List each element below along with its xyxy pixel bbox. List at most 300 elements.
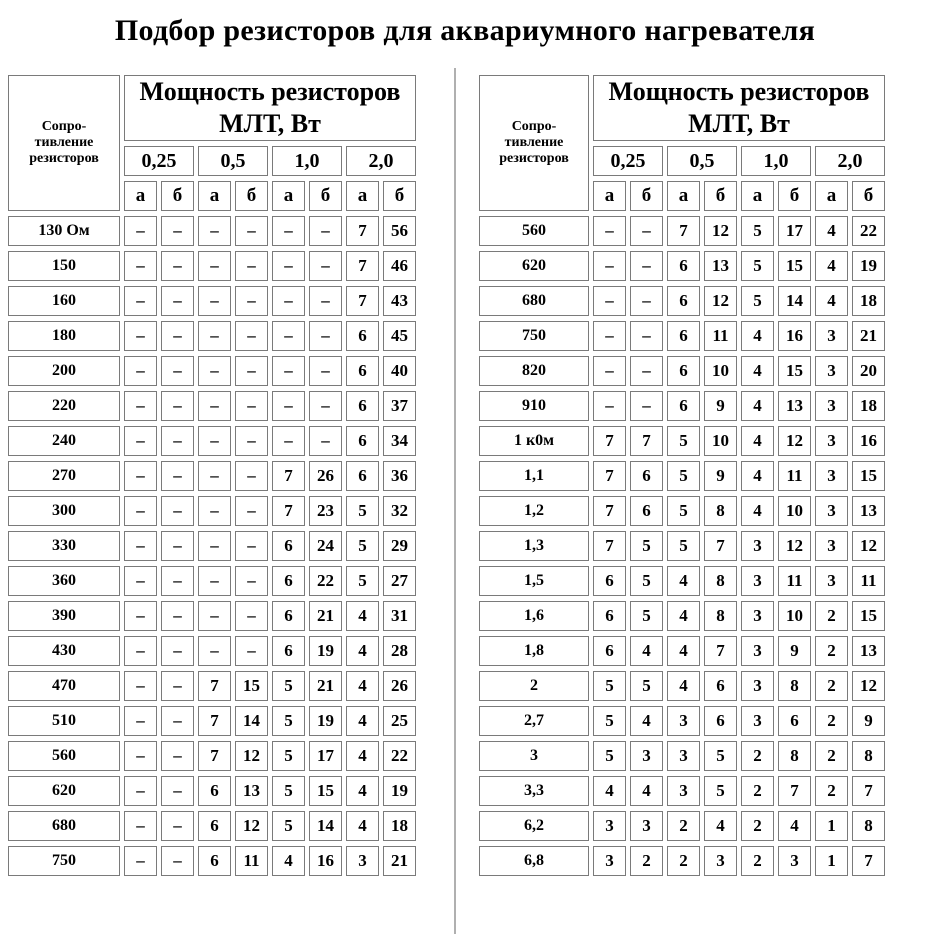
cell-value: 5 [593, 741, 626, 771]
cell-value: 5 [346, 531, 379, 561]
cell-value: 28 [383, 636, 416, 666]
table-row [479, 846, 885, 876]
cell-value: – [235, 391, 268, 421]
cell-value: – [593, 321, 626, 351]
cell-value: – [124, 531, 157, 561]
cell-value: 5 [272, 776, 305, 806]
cell-value: 4 [667, 566, 700, 596]
cell-value: – [309, 356, 342, 386]
cell-value: 6 [778, 706, 811, 736]
cell-value: 6 [667, 321, 700, 351]
cell-value: 3 [815, 496, 848, 526]
table-row [8, 846, 416, 876]
cell-value: 10 [778, 601, 811, 631]
resistance-value: 620 [8, 776, 120, 806]
cell-value: 19 [852, 251, 885, 281]
cell-value: 26 [383, 671, 416, 701]
cell-value: 12 [852, 531, 885, 561]
cell-value: 5 [667, 426, 700, 456]
cell-value: 4 [815, 286, 848, 316]
power-header-line: МЛТ, Вт [219, 109, 321, 138]
cell-value: – [630, 286, 663, 316]
resistance-header-line: Сопро- [41, 119, 87, 134]
cell-value: 7 [198, 741, 231, 771]
resistance-value: 220 [8, 391, 120, 421]
table-row [8, 461, 416, 491]
cell-value: 6 [346, 356, 379, 386]
cell-value: 2 [815, 706, 848, 736]
cell-value: 21 [309, 601, 342, 631]
cell-value: 43 [383, 286, 416, 316]
cell-value: 17 [309, 741, 342, 771]
cell-value: 7 [593, 461, 626, 491]
resistance-header [8, 75, 120, 211]
cell-value: – [124, 426, 157, 456]
table-row [479, 391, 885, 421]
cell-value: 6 [198, 846, 231, 876]
cell-value: – [124, 846, 157, 876]
cell-value: – [161, 811, 194, 841]
cell-value: – [593, 216, 626, 246]
cell-value: 4 [741, 356, 774, 386]
resistance-value: 180 [8, 321, 120, 351]
cell-value: – [272, 391, 305, 421]
table-row [479, 216, 885, 246]
resistance-value: 680 [8, 811, 120, 841]
sub-header-a: а [272, 181, 305, 211]
cell-value: – [161, 321, 194, 351]
cell-value: – [161, 356, 194, 386]
cell-value: 29 [383, 531, 416, 561]
table-row [479, 251, 885, 281]
cell-value: 3 [741, 636, 774, 666]
cell-value: 4 [346, 741, 379, 771]
resistance-value: 6,8 [479, 846, 589, 876]
cell-value: 5 [272, 741, 305, 771]
cell-value: 3 [741, 566, 774, 596]
cell-value: – [124, 601, 157, 631]
resistance-value: 3,3 [479, 776, 589, 806]
column-divider [454, 68, 456, 934]
resistance-value: 1,1 [479, 461, 589, 491]
cell-value: 4 [741, 321, 774, 351]
resistance-value: 200 [8, 356, 120, 386]
cell-value: 3 [815, 356, 848, 386]
cell-value: 3 [815, 531, 848, 561]
cell-value: – [235, 566, 268, 596]
cell-value: 13 [852, 496, 885, 526]
cell-value: 10 [778, 496, 811, 526]
watt-header-2-0: 2,0 [346, 146, 416, 176]
cell-value: 5 [272, 811, 305, 841]
cell-value: 45 [383, 321, 416, 351]
cell-value: 7 [593, 426, 626, 456]
table-row [479, 811, 885, 841]
resistance-value: 1 к0м [479, 426, 589, 456]
table-row [479, 636, 885, 666]
table-row [479, 706, 885, 736]
cell-value: – [124, 391, 157, 421]
cell-value: – [124, 566, 157, 596]
cell-value: – [124, 741, 157, 771]
cell-value: 6 [667, 251, 700, 281]
cell-value: – [161, 741, 194, 771]
cell-value: 7 [704, 636, 737, 666]
table-row [479, 496, 885, 526]
cell-value: 26 [309, 461, 342, 491]
resistance-value: 240 [8, 426, 120, 456]
table-row [479, 671, 885, 701]
cell-value: 3 [346, 846, 379, 876]
table-row [479, 776, 885, 806]
cell-value: – [235, 356, 268, 386]
cell-value: – [124, 286, 157, 316]
cell-value: 4 [593, 776, 626, 806]
cell-value: 4 [815, 251, 848, 281]
cell-value: 5 [272, 671, 305, 701]
sub-header-b: б [778, 181, 811, 211]
table-row [8, 601, 416, 631]
cell-value: – [593, 356, 626, 386]
table-body-left [8, 216, 416, 876]
cell-value: 4 [346, 776, 379, 806]
cell-value: 6 [704, 671, 737, 701]
resistance-value: 510 [8, 706, 120, 736]
cell-value: 4 [778, 811, 811, 841]
table-row [8, 216, 416, 246]
cell-value: – [124, 321, 157, 351]
cell-value: 3 [593, 811, 626, 841]
cell-value: 3 [667, 776, 700, 806]
resistance-value: 2 [479, 671, 589, 701]
cell-value: – [593, 286, 626, 316]
cell-value: – [124, 776, 157, 806]
cell-value: 5 [272, 706, 305, 736]
cell-value: – [161, 846, 194, 876]
sub-header-b: б [235, 181, 268, 211]
cell-value: 5 [630, 531, 663, 561]
cell-value: 6 [346, 426, 379, 456]
cell-value: 15 [309, 776, 342, 806]
cell-value: 11 [852, 566, 885, 596]
cell-value: 12 [778, 531, 811, 561]
power-header [124, 75, 416, 141]
cell-value: – [198, 461, 231, 491]
cell-value: – [630, 321, 663, 351]
cell-value: 8 [704, 496, 737, 526]
table-row [8, 391, 416, 421]
cell-value: 7 [593, 531, 626, 561]
table-row [479, 426, 885, 456]
cell-value: 2 [741, 741, 774, 771]
cell-value: 7 [346, 286, 379, 316]
table-row [8, 356, 416, 386]
power-header-line: Мощность резисторов [139, 77, 401, 106]
cell-value: – [235, 321, 268, 351]
cell-value: 5 [741, 286, 774, 316]
cell-value: 3 [630, 741, 663, 771]
cell-value: 18 [852, 286, 885, 316]
resistance-value: 620 [479, 251, 589, 281]
cell-value: 6 [667, 286, 700, 316]
cell-value: 3 [704, 846, 737, 876]
cell-value: 22 [383, 741, 416, 771]
cell-value: 8 [852, 741, 885, 771]
page-title: Подбор резисторов для аквариумного нагревателя [114, 14, 816, 47]
cell-value: – [198, 286, 231, 316]
cell-value: 3 [630, 811, 663, 841]
cell-value: 3 [815, 426, 848, 456]
cell-value: – [161, 566, 194, 596]
cell-value: – [630, 391, 663, 421]
cell-value: – [124, 811, 157, 841]
cell-value: 21 [383, 846, 416, 876]
right-table-panel [475, 70, 889, 881]
cell-value: 6 [593, 566, 626, 596]
cell-value: 16 [778, 321, 811, 351]
cell-value: – [235, 461, 268, 491]
cell-value: 23 [309, 496, 342, 526]
resistor-table-left [4, 70, 420, 881]
table-body-right [479, 216, 885, 876]
table-row [8, 671, 416, 701]
cell-value: 5 [667, 496, 700, 526]
cell-value: 19 [309, 706, 342, 736]
cell-value: – [124, 496, 157, 526]
resistance-value: 750 [479, 321, 589, 351]
cell-value: 8 [704, 601, 737, 631]
cell-value: 46 [383, 251, 416, 281]
power-header [593, 75, 885, 141]
cell-value: 3 [815, 391, 848, 421]
cell-value: 7 [593, 496, 626, 526]
cell-value: 9 [704, 461, 737, 491]
watt-header-2-0: 2,0 [815, 146, 885, 176]
table-row [8, 531, 416, 561]
cell-value: – [630, 251, 663, 281]
cell-value: – [593, 391, 626, 421]
watt-header-0-25: 0,25 [593, 146, 663, 176]
resistance-value: 1,2 [479, 496, 589, 526]
cell-value: 17 [778, 216, 811, 246]
cell-value: – [161, 426, 194, 456]
cell-value: – [161, 496, 194, 526]
cell-value: – [198, 321, 231, 351]
cell-value: 14 [778, 286, 811, 316]
cell-value: 3 [778, 846, 811, 876]
table-row [479, 356, 885, 386]
cell-value: 8 [778, 671, 811, 701]
cell-value: 13 [778, 391, 811, 421]
cell-value: 1 [815, 846, 848, 876]
cell-value: 4 [346, 811, 379, 841]
cell-value: 7 [346, 251, 379, 281]
table-row [8, 496, 416, 526]
table-row [479, 531, 885, 561]
resistance-value: 820 [479, 356, 589, 386]
cell-value: 12 [235, 741, 268, 771]
cell-value: 12 [778, 426, 811, 456]
resistance-header-line: резисторов [499, 151, 569, 166]
cell-value: 5 [741, 251, 774, 281]
cell-value: 7 [272, 496, 305, 526]
resistance-value: 1,5 [479, 566, 589, 596]
resistance-header [479, 75, 589, 211]
cell-value: 24 [309, 531, 342, 561]
cell-value: 5 [667, 461, 700, 491]
cell-value: 4 [630, 776, 663, 806]
cell-value: 3 [815, 461, 848, 491]
cell-value: 6 [346, 461, 379, 491]
cell-value: 9 [704, 391, 737, 421]
cell-value: 4 [741, 426, 774, 456]
cell-value: 2 [630, 846, 663, 876]
cell-value: 2 [741, 811, 774, 841]
cell-value: 19 [383, 776, 416, 806]
cell-value: 37 [383, 391, 416, 421]
table-row [8, 811, 416, 841]
cell-value: – [198, 601, 231, 631]
cell-value: 4 [667, 671, 700, 701]
cell-value: – [235, 636, 268, 666]
resistance-value: 160 [8, 286, 120, 316]
cell-value: – [161, 531, 194, 561]
cell-value: 6 [704, 706, 737, 736]
cell-value: 15 [778, 251, 811, 281]
cell-value: 22 [309, 566, 342, 596]
cell-value: 20 [852, 356, 885, 386]
cell-value: 15 [852, 601, 885, 631]
table-row [8, 636, 416, 666]
cell-value: – [235, 531, 268, 561]
cell-value: 7 [852, 846, 885, 876]
resistance-value: 470 [8, 671, 120, 701]
cell-value: 4 [630, 706, 663, 736]
cell-value: 4 [346, 671, 379, 701]
cell-value: – [630, 216, 663, 246]
cell-value: 2 [741, 846, 774, 876]
resistance-value: 560 [8, 741, 120, 771]
cell-value: 4 [815, 216, 848, 246]
cell-value: 4 [272, 846, 305, 876]
cell-value: 6 [272, 601, 305, 631]
watt-header-0-5: 0,5 [198, 146, 268, 176]
cell-value: 7 [198, 706, 231, 736]
cell-value: – [161, 671, 194, 701]
cell-value: 34 [383, 426, 416, 456]
table-row [479, 601, 885, 631]
watt-header-1-0: 1,0 [272, 146, 342, 176]
cell-value: 7 [272, 461, 305, 491]
cell-value: – [309, 426, 342, 456]
table-row [479, 286, 885, 316]
cell-value: 6 [630, 496, 663, 526]
cell-value: 3 [667, 706, 700, 736]
cell-value: 6 [630, 461, 663, 491]
resistance-value: 1,3 [479, 531, 589, 561]
resistance-header-line: тивление [504, 135, 564, 150]
cell-value: – [198, 391, 231, 421]
cell-value: 19 [309, 636, 342, 666]
sub-header-a: а [124, 181, 157, 211]
cell-value: 4 [741, 496, 774, 526]
cell-value: – [272, 216, 305, 246]
cell-value: – [309, 321, 342, 351]
cell-value: 2 [741, 776, 774, 806]
cell-value: – [272, 356, 305, 386]
cell-value: – [161, 706, 194, 736]
cell-value: – [198, 251, 231, 281]
cell-value: 3 [815, 566, 848, 596]
resistance-value: 130 Ом [8, 216, 120, 246]
cell-value: 9 [778, 636, 811, 666]
cell-value: 6 [667, 356, 700, 386]
cell-value: 5 [741, 216, 774, 246]
cell-value: – [161, 286, 194, 316]
sub-header-b: б [704, 181, 737, 211]
cell-value: 18 [383, 811, 416, 841]
cell-value: 6 [593, 636, 626, 666]
cell-value: – [198, 566, 231, 596]
cell-value: 7 [198, 671, 231, 701]
cell-value: 5 [630, 601, 663, 631]
resistance-value: 560 [479, 216, 589, 246]
cell-value: 11 [778, 566, 811, 596]
sub-header-b: б [630, 181, 663, 211]
cell-value: – [198, 426, 231, 456]
resistance-header-line: резисторов [29, 151, 99, 166]
cell-value: 13 [852, 636, 885, 666]
cell-value: 4 [741, 391, 774, 421]
cell-value: – [309, 216, 342, 246]
cell-value: – [198, 496, 231, 526]
sub-header-a: а [198, 181, 231, 211]
cell-value: 2 [667, 846, 700, 876]
cell-value: 10 [704, 426, 737, 456]
cell-value: – [161, 461, 194, 491]
left-table-panel [4, 70, 420, 881]
cell-value: 3 [593, 846, 626, 876]
cell-value: 2 [815, 636, 848, 666]
cell-value: – [161, 251, 194, 281]
sub-header-a: а [667, 181, 700, 211]
cell-value: – [124, 251, 157, 281]
cell-value: 3 [741, 531, 774, 561]
cell-value: 10 [704, 356, 737, 386]
cell-value: 5 [346, 566, 379, 596]
cell-value: 6 [346, 391, 379, 421]
cell-value: 5 [667, 531, 700, 561]
cell-value: 32 [383, 496, 416, 526]
cell-value: 8 [704, 566, 737, 596]
cell-value: 11 [235, 846, 268, 876]
cell-value: 56 [383, 216, 416, 246]
cell-value: 4 [704, 811, 737, 841]
cell-value: – [124, 461, 157, 491]
cell-value: 6 [272, 531, 305, 561]
resistance-value: 2,7 [479, 706, 589, 736]
cell-value: – [272, 251, 305, 281]
cell-value: 6 [198, 811, 231, 841]
cell-value: 7 [667, 216, 700, 246]
cell-value: 2 [667, 811, 700, 841]
cell-value: – [272, 286, 305, 316]
cell-value: – [161, 601, 194, 631]
cell-value: – [161, 216, 194, 246]
table-row [479, 461, 885, 491]
table-row [8, 776, 416, 806]
sub-header-b: б [309, 181, 342, 211]
